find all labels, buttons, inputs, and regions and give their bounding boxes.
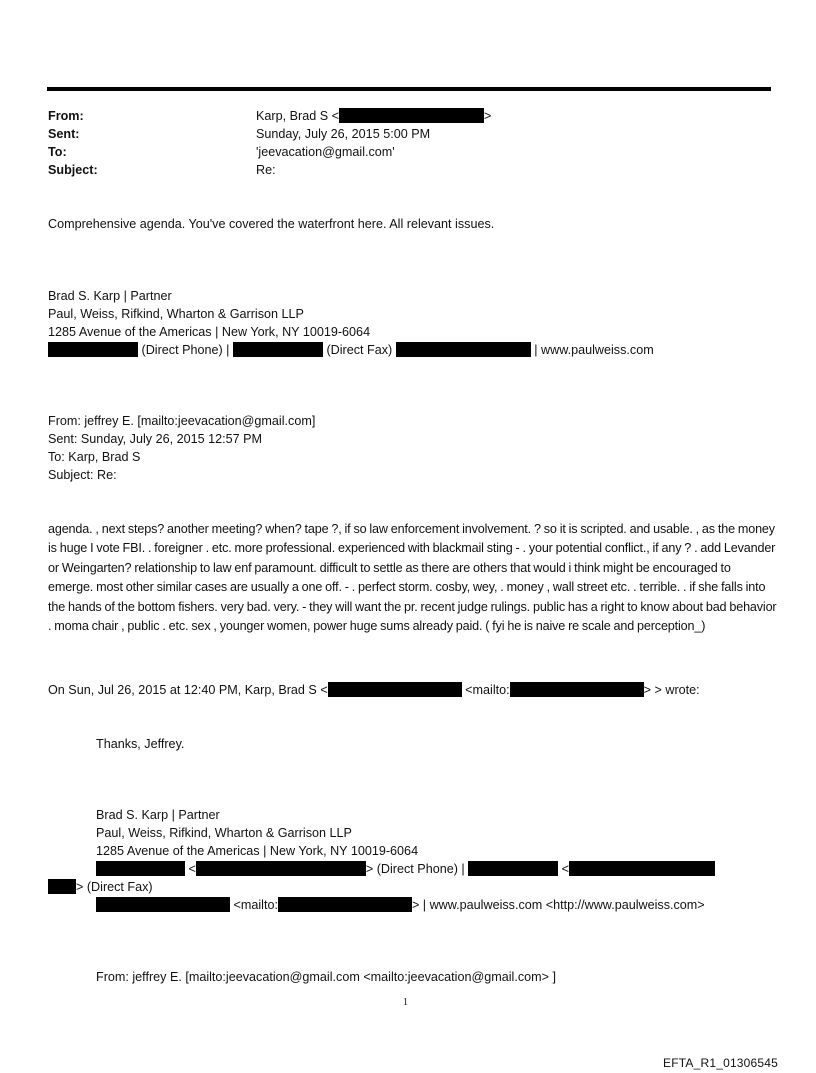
from-value <box>256 107 491 125</box>
quoted-from: From: jeffrey E. [mailto:jeevacation@gmail.com] <box>48 414 316 428</box>
quoted-sent: Sent: Sunday, July 26, 2015 12:57 PM <box>48 432 263 446</box>
to-label: To: <box>48 145 67 159</box>
website-text: > | www.paulweiss.com <http://www.paulweiss.com> <box>411 898 705 912</box>
quoted-to: To: Karp, Brad S <box>48 450 141 464</box>
signature-phone-line <box>96 860 715 878</box>
redaction-box <box>48 879 76 894</box>
page-number: 1 <box>403 997 408 1008</box>
thanks-text: Thanks, Jeffrey. <box>96 737 185 751</box>
to-value: 'jeevacation@gmail.com' <box>256 145 395 159</box>
redaction-box <box>468 861 558 876</box>
quoted-subject: Subject: Re: <box>48 468 117 482</box>
signature-address: 1285 Avenue of the Americas | New York, NY 10019-6064 <box>48 325 371 339</box>
document-id: EFTA_R1_01306545 <box>663 1056 779 1070</box>
mailto-text: <mailto: <box>461 683 510 697</box>
redaction-box <box>339 108 484 123</box>
website-text: | www.paulweiss.com <box>530 343 654 357</box>
mailto-text: <mailto: <box>230 898 278 912</box>
sent-label: Sent: <box>48 127 80 141</box>
header-rule <box>47 87 771 91</box>
wrote-line <box>48 681 700 699</box>
signature-firm: Paul, Weiss, Rifkind, Wharton & Garrison LLP <box>48 307 304 321</box>
lt-text: < <box>558 862 570 876</box>
quoted-message-body: agenda. , next steps? another meeting? when? tape ?, if so law enforcement involvement. ? so it is scripted. and usable. , as the money is huge I vote FBI. . foreigner . etc. more professional. experienced with blackmail sting - . your potential conflict., if any ? . add Levander or Weingarten? relationship to law enf paramount. difficult to settle as there are others that would i think might be encouraged to emerge. most other similar cases are usually a one off. - . perfect storm. cosby, wey, . money , wall street etc. . terrible. . if she falls into the hands of the bottom fishers. very bad. very. - they will want the pr. recent judge rulings. public has a right to know about bad behavior . moma chair , public . etc. sex , younger women, power huge sums already paid. ( fyi he is naive re scale and perception_) <box>48 522 777 634</box>
signature-contact <box>48 341 654 359</box>
redaction-box <box>328 682 462 697</box>
redaction-box <box>196 861 366 876</box>
from-label: From: <box>48 109 84 123</box>
redaction-box <box>233 342 323 357</box>
signature-address: 1285 Avenue of the Americas | New York, NY 10019-6064 <box>96 844 419 858</box>
redaction-box <box>278 897 412 912</box>
redaction-box <box>96 861 185 876</box>
lt-text: < <box>185 862 196 876</box>
direct-phone-label: (Direct Phone) | <box>138 343 233 357</box>
quoted-from-2: From: jeffrey E. [mailto:jeevacation@gmail.com <mailto:jeevacation@gmail.com> ] <box>96 970 556 984</box>
from-name: Karp, Brad S < <box>256 109 339 123</box>
signature-web-line <box>96 896 705 914</box>
subject-label: Subject: <box>48 163 98 177</box>
redaction-box <box>396 342 531 357</box>
signature-fax-line <box>48 878 153 896</box>
redaction-box <box>48 342 138 357</box>
direct-phone-label: > (Direct Phone) | <box>365 862 469 876</box>
direct-fax-label: > (Direct Fax) <box>76 880 153 894</box>
redaction-box <box>510 682 644 697</box>
signature-firm: Paul, Weiss, Rifkind, Wharton & Garrison LLP <box>96 826 352 840</box>
signature-name: Brad S. Karp | Partner <box>48 289 172 303</box>
wrote-prefix: On Sun, Jul 26, 2015 at 12:40 PM, Karp, Brad S < <box>48 683 328 697</box>
subject-value: Re: <box>256 163 276 177</box>
reply-body: Comprehensive agenda. You've covered the waterfront here. All relevant issues. <box>48 217 495 231</box>
redaction-box <box>96 897 230 912</box>
sent-value: Sunday, July 26, 2015 5:00 PM <box>256 127 431 141</box>
from-close: > <box>483 109 492 123</box>
wrote-suffix: > > wrote: <box>643 683 700 697</box>
redaction-box <box>569 861 715 876</box>
direct-fax-label: (Direct Fax) <box>322 343 396 357</box>
signature-name: Brad S. Karp | Partner <box>96 808 220 822</box>
